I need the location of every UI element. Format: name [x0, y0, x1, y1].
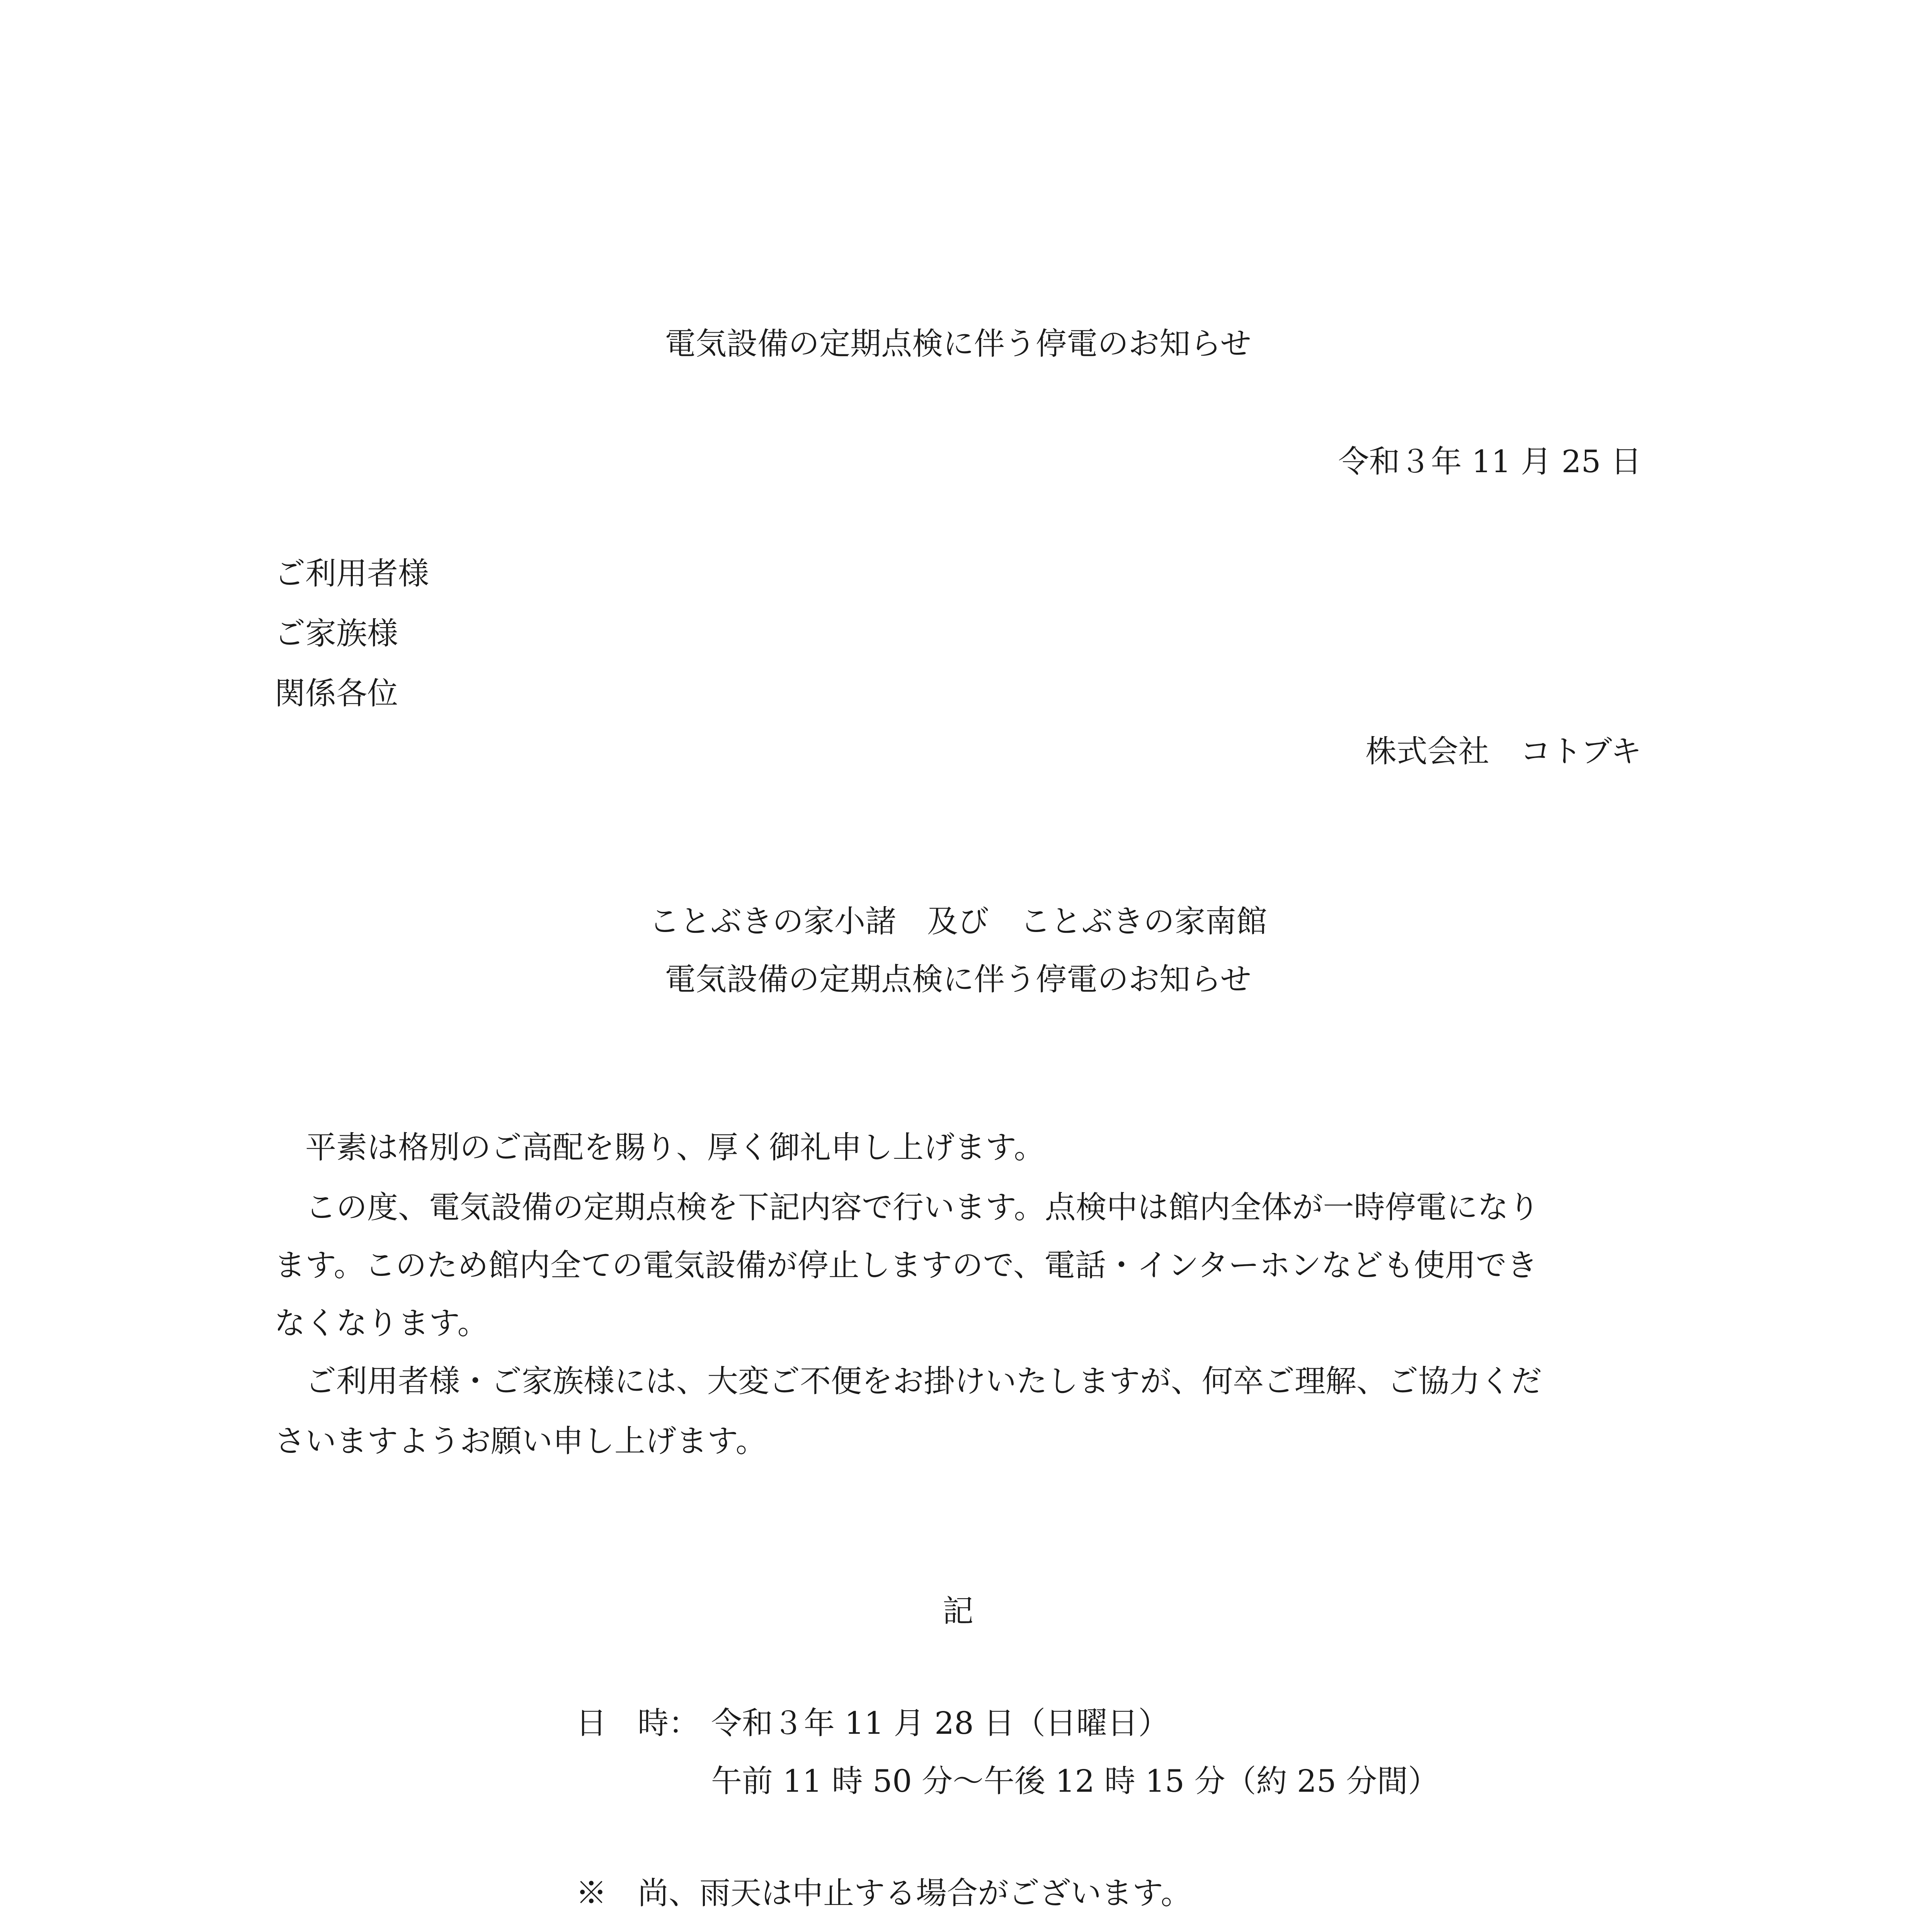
schedule-date: 令和３年 11 月 28 日（日曜日）: [711, 1705, 1169, 1741]
note: ※ 尚、雨天は中止する場合がございます。: [576, 1875, 1192, 1911]
sender: 株式会社 コトブキ: [1365, 733, 1642, 769]
document-title: 電気設備の定期点検に伴う停電のお知らせ: [665, 326, 1251, 362]
ki-mark: 記: [943, 1593, 973, 1629]
body-line: なくなります。: [274, 1305, 488, 1341]
body-line: ご利用者様・ご家族様には、大変ご不便をお掛けいたしますが、何卒ご理解、ご協力くだ: [274, 1363, 1542, 1399]
body-line: さいますようお願い申し上げます。: [274, 1423, 767, 1459]
body-line: ます。このため館内全ての電気設備が停止しますので、電話・インターホンなども使用でき: [274, 1247, 1538, 1283]
recipient-3: 関係各位: [274, 675, 398, 711]
recipient-2: ご家族様: [274, 616, 398, 651]
schedule-label: 日 時：: [576, 1705, 699, 1741]
schedule-time: 午前 11 時 50 分～午後 12 時 15 分（約 25 分間）: [711, 1763, 1439, 1799]
subtitle-line-1: ことぶきの家小諸 及び ことぶきの家南館: [649, 903, 1267, 939]
body-line: この度、電気設備の定期点検を下記内容で行います。点検中は館内全体が一時停電になり: [274, 1189, 1540, 1225]
document-date: 令和３年 11 月 25 日: [1338, 444, 1642, 480]
body-line: 平素は格別のご高配を賜り、厚く御礼申し上げます。: [274, 1129, 1045, 1165]
subtitle-line-2: 電気設備の定期点検に伴う停電のお知らせ: [665, 961, 1251, 997]
recipient-1: ご利用者様: [274, 556, 429, 592]
